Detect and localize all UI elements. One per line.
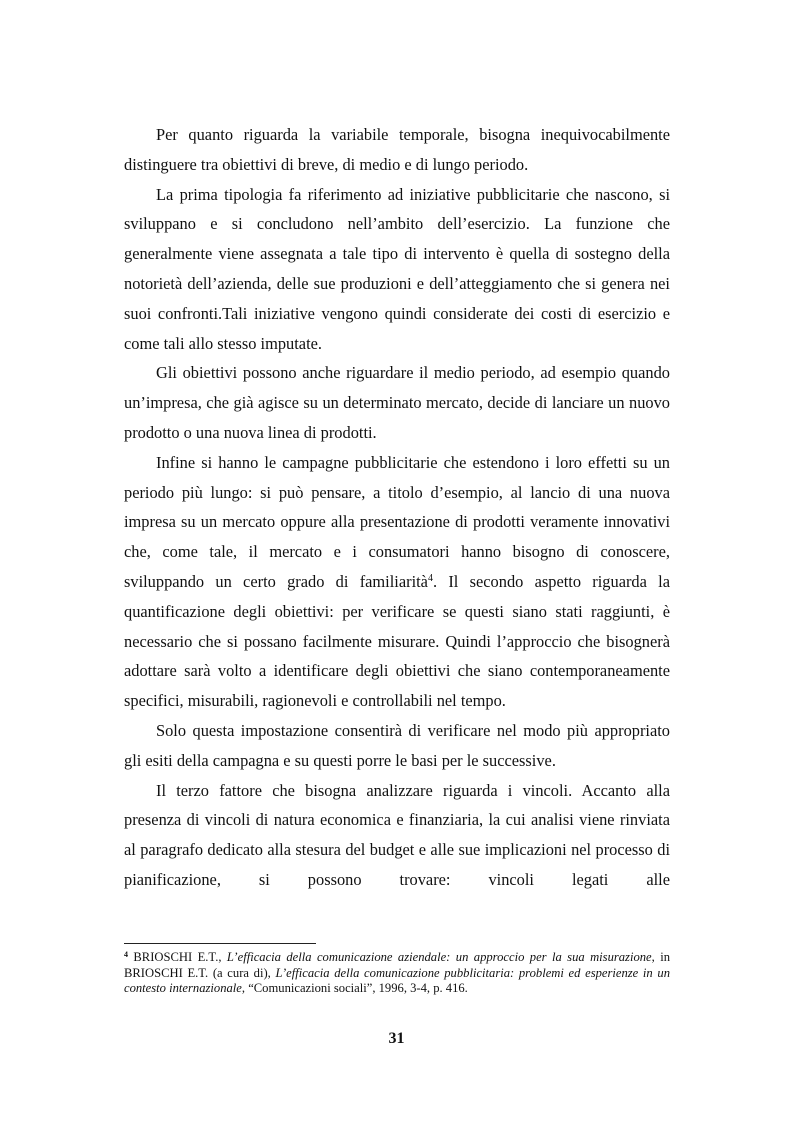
footnote-number: 4: [124, 950, 128, 959]
paragraph: [124, 448, 670, 716]
paragraph: Solo questa impostazione consentirà di verificare nel modo più appropriato gli esiti della campagna e su questi porre le basi per le successive.: [124, 720, 670, 770]
footnote-title: L’efficacia della comunicazione pubblicitaria: problemi ed esperienze in un contesto internazionale: [124, 965, 670, 996]
footnote-text: , “Comunicazioni sociali”, 1996, 3-4, p. 416.: [241, 981, 468, 996]
page-body: [124, 120, 670, 895]
footnote-text: , in BRIOSCHI E.T. (a cura di),: [124, 950, 671, 980]
paragraph-text: . Il secondo aspetto riguarda la quantificazione degli obiettivi: per verificare se questi siano stati raggiunti, è necessario che si possano facilmente misurare. Quindi l’approccio che bisognerà adottare sarà volto a identificare degli obiettivi che siano contemporaneamente specifici, misurabili, ragionevoli e controllabili nel tempo.: [124, 571, 671, 711]
footnote-reference[interactable]: 4: [427, 572, 433, 584]
page-number: 31: [388, 1030, 405, 1047]
paragraph: Il terzo fattore che bisogna analizzare riguarda i vincoli. Accanto alla presenza di vincoli di natura economica e finanziaria, la cui analisi viene rinviata al paragrafo dedicato alla stesura del budget e alle sue implicazioni nel processo di pianificazione, si possono trovare: vincoli legati alle: [124, 780, 670, 889]
footnote-title: L’efficacia della comunicazione aziendale: un approccio per la sua misurazione: [226, 950, 652, 964]
footnote-divider: [124, 943, 316, 944]
paragraph-text: Infine si hanno le campagne pubblicitarie che estendono i loro effetti su un periodo più lungo: si può pensare, a titolo d’esempio, al lancio di una nuova impresa su un mercato oppure alla presentazione di prodotti veramente innovativi che, come tale, il mercato e i consumatori hanno bisogno di conoscere, sviluppando un certo grado di familiarità: [124, 452, 670, 591]
footnote: [124, 950, 670, 997]
body-text: [124, 120, 670, 895]
paragraph: La prima tipologia fa riferimento ad iniziative pubblicitarie che nascono, si sviluppano e si concludono nell’ambito dell’esercizio. La funzione che generalmente viene assegnata a tale tipo di intervento è quella di sostegno della notorietà dell’azienda, delle sue produzioni e dell’atteggiamento che si genera nei suoi confronti.Tali iniziative vengono quindi considerate dei costi di esercizio e come tali allo stesso imputate.: [124, 184, 670, 353]
paragraph: Gli obiettivi possono anche riguardare il medio periodo, ad esempio quando un’impresa, che già agisce su un determinato mercato, decide di lanciare un nuovo prodotto o una nuova linea di prodotti.: [124, 363, 670, 442]
paragraph: Per quanto riguarda la variabile temporale, bisogna inequivocabilmente distinguere tra obiettivi di breve, di medio e di lungo periodo.: [124, 125, 670, 174]
footnote-author: BRIOSCHI E.T.,: [128, 950, 227, 964]
